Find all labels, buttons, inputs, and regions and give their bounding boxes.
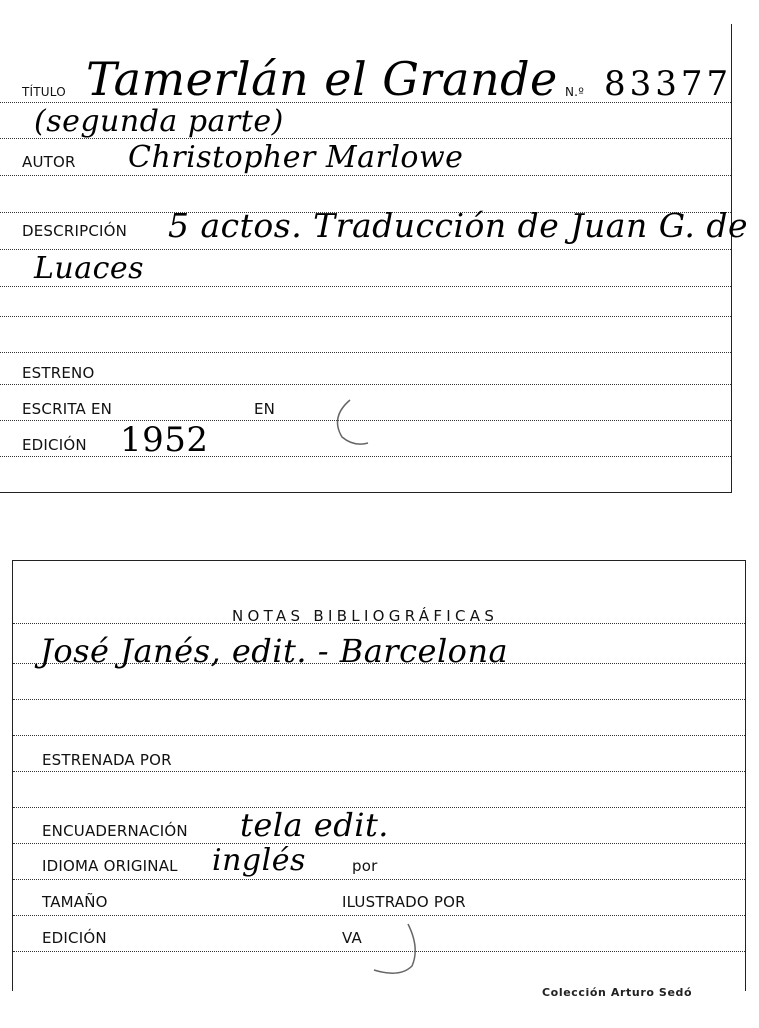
escrita-en-label: ESCRITA EN [22, 400, 113, 418]
ruled-line [0, 352, 731, 353]
descripcion-label: DESCRIPCIÓN [22, 222, 128, 240]
descripcion-value: 5 actos. Traducción de Juan G. de [168, 206, 749, 245]
autor-label: AUTOR [22, 153, 76, 171]
ruled-line [0, 316, 731, 317]
titulo-value: Tamerlán el Grande [86, 52, 558, 106]
por-label: por [352, 857, 378, 875]
ruled-line [0, 384, 731, 385]
ruled-line [13, 879, 745, 880]
ruled-line [13, 915, 745, 916]
ilustrado-label: ILUSTRADO POR [342, 893, 466, 911]
stamp-curve [374, 924, 415, 973]
stamp-mark-bottom [360, 918, 430, 982]
edicion-label: EDICIÓN [22, 436, 87, 454]
ruled-line [0, 456, 731, 457]
notas-value: José Janés, edit. - Barcelona [40, 632, 509, 670]
ruled-line [13, 771, 745, 772]
ruled-line [13, 699, 745, 700]
tamano-label: TAMAÑO [42, 893, 108, 911]
stamp-curve [338, 400, 369, 444]
ruled-line [0, 175, 731, 176]
edicion-bottom-label: EDICIÓN [42, 929, 107, 947]
ruled-line [0, 286, 731, 287]
collection-footer: Colección Arturo Sedó [542, 986, 693, 999]
titulo-value-2: (segunda parte) [34, 104, 284, 139]
notas-heading: NOTAS BIBLIOGRÁFICAS [232, 607, 499, 625]
numero-value: 83377 [604, 64, 733, 104]
edicion-value: 1952 [120, 420, 209, 460]
estrenada-por-label: ESTRENADA POR [42, 751, 172, 769]
autor-value: Christopher Marlowe [128, 140, 464, 175]
encuadernacion-label: ENCUADERNACIÓN [42, 822, 188, 840]
ruled-line [0, 249, 731, 250]
en-label: EN [254, 400, 276, 418]
estreno-label: ESTRENO [22, 364, 95, 382]
idioma-value: inglés [212, 843, 306, 878]
encuadernacion-value: tela edit. [240, 806, 389, 844]
ruled-line [13, 735, 745, 736]
stamp-mark [320, 395, 380, 455]
descripcion-value-2: Luaces [34, 251, 145, 286]
idioma-label: IDIOMA ORIGINAL [42, 857, 178, 875]
numero-label: N.º [565, 85, 585, 99]
titulo-label: TÍTULO [22, 85, 66, 99]
va-label: VA [342, 929, 362, 947]
